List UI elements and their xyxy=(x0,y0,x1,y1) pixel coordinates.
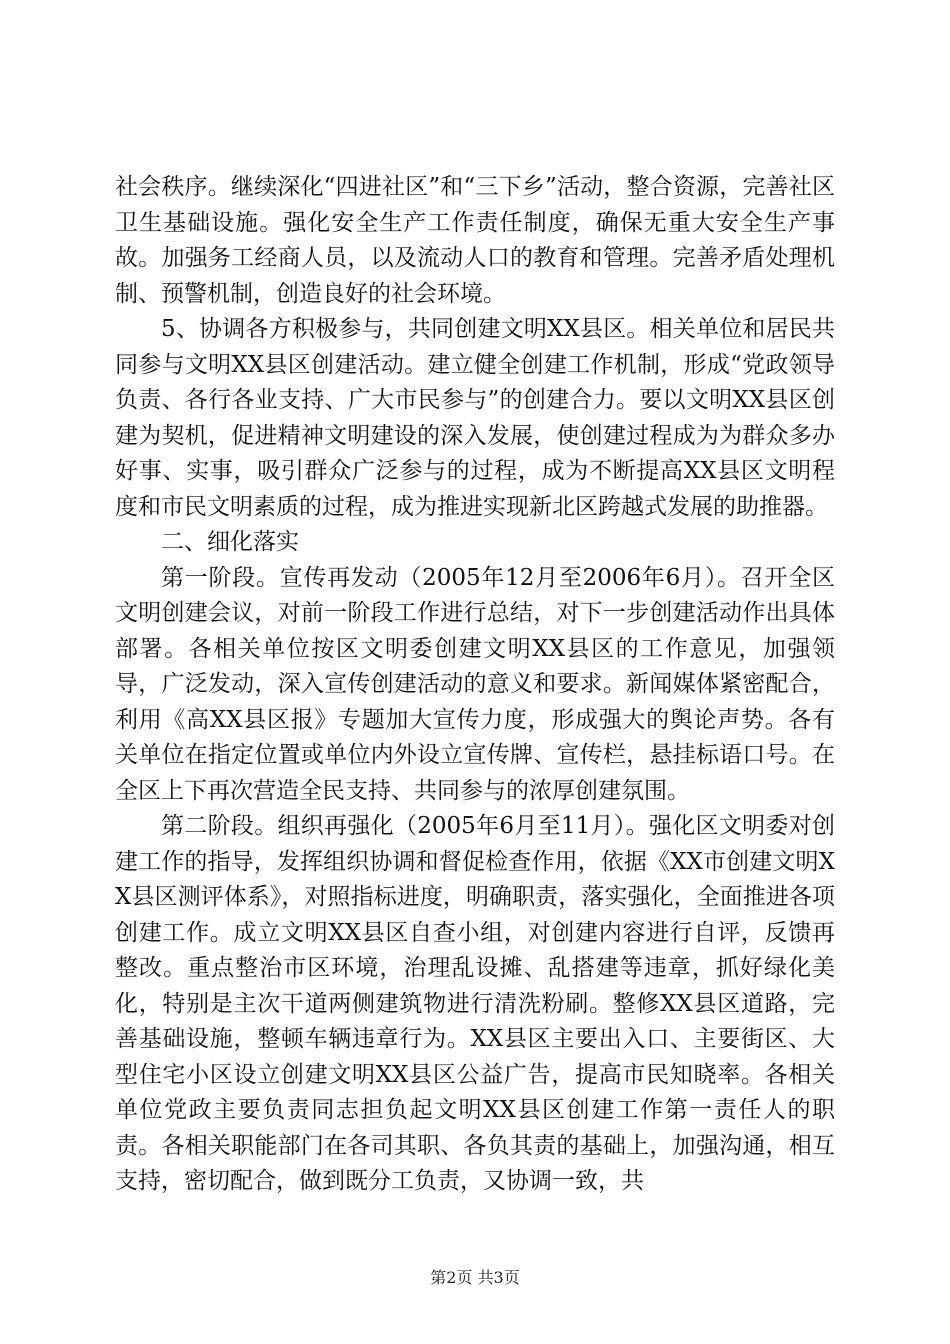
page-footer: 第2页 共3页 xyxy=(430,1268,520,1287)
paragraph-stage-1: 第一阶段。宣传再发动（2005年12月至2006年6月）。召开全区文明创建会议，对前一阶段工作进行总结，对下一步创建活动作出具体部署。各相关单位按区文明委创建文明XX县区的工作意见，加强领导，广泛发动，深入宣传创建活动的意义和要求。新闻媒体紧密配合，利用《高XX县区报》专题加大宣传力度，形成强大的舆论声势。各有关单位在指定位置或单位内外设立宣传牌、宣传栏，悬挂标语口号。在全区上下再次营造全民支持、共同参与的浓厚创建氛围。 xyxy=(115,564,835,804)
paragraph-stage-2: 第二阶段。组织再强化（2005年6月至11月）。强化区文明委对创建工作的指导，发挥组织协调和督促检查作用，依据《XX市创建文明XX县区测评体系》，对照指标进度，明确职责，落实强化，全面推进各项创建工作。成立文明XX县区自查小组，对创建内容进行自评，反馈再整改。重点整治市区环境，治理乱设摊、乱搭建等违章，抓好绿化美化，特别是主次干道两侧建筑物进行清洗粉刷。整修XX县区道路，完善基础设施，整顿车辆违章行为。XX县区主要出入口、主要街区、大型住宅小区设立创建文明XX县区公益广告，提高市民知晓率。各相关单位党政主要负责同志担负起文明XX县区创建工作第一责任人的职责。各相关职能部门在各司其职、各负其责的基础上，加强沟通，相互支持，密切配合，做到既分工负责，又协调一致，共 xyxy=(115,813,835,1194)
document-body xyxy=(115,170,835,1200)
paragraph-continuation: 社会秩序。继续深化“四进社区”和“三下乡”活动，整合资源，完善社区卫生基础设施。强化安全生产工作责任制度，确保无重大安全生产事故。加强务工经商人员，以及流动人口的教育和管理。完善矛盾处理机制、预警机制，创造良好的社会环境。 xyxy=(115,174,835,307)
section-heading: 二、细化落实 xyxy=(161,529,299,555)
paragraph-item-5: 5、协调各方积极参与，共同创建文明XX县区。相关单位和居民共同参与文明XX县区创建活动。建立健全创建工作机制，形成“党政领导负责、各行各业支持、广大市民参与”的创建合力。要以文明XX县区创建为契机，促进精神文明建设的深入发展，使创建过程成为为群众多办好事、实事，吸引群众广泛参与的过程，成为不断提高XX县区文明程度和市民文明素质的过程，成为推进实现新北区跨越式发展的助推器。 xyxy=(115,316,835,520)
